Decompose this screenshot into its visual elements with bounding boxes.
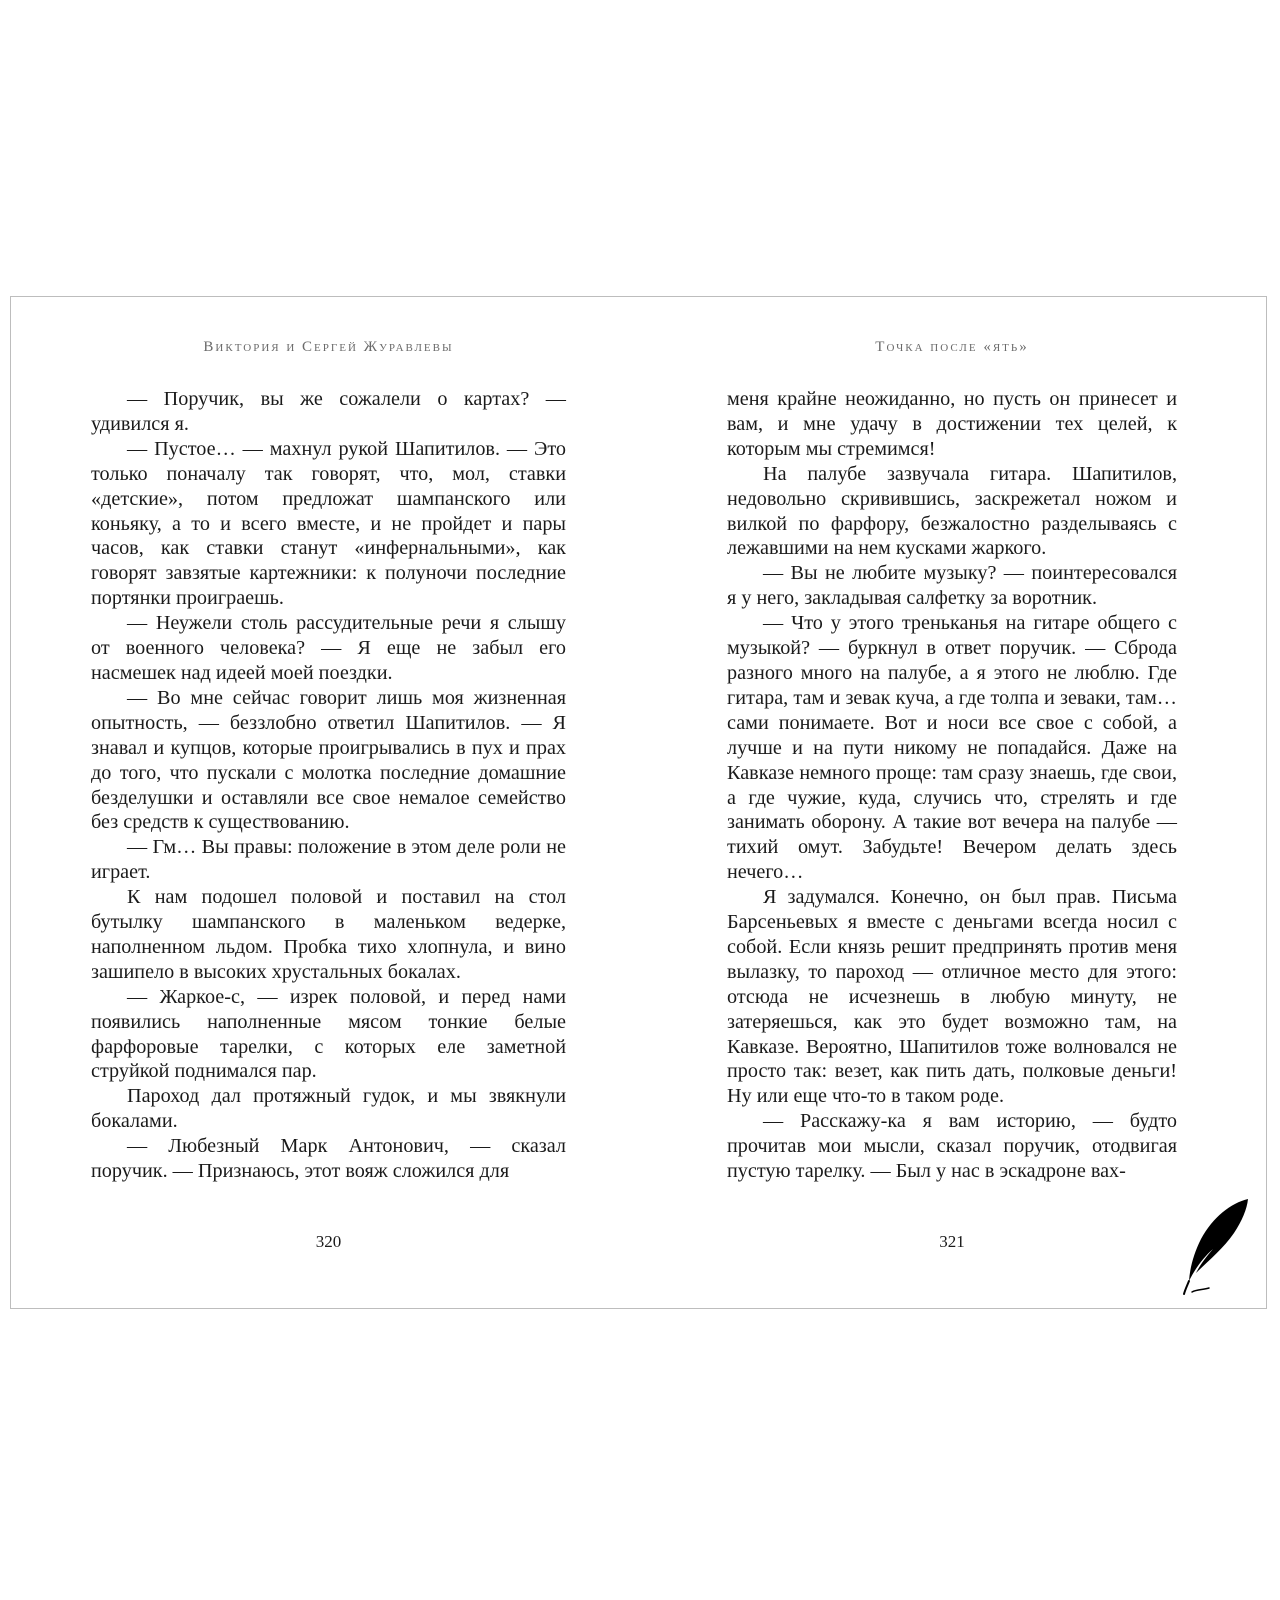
paragraph: — Пустое… — махнул рукой Шапитилов. — Это только поначалу так говорят, что, мол, ставки «детские», потом предложат шампанского или коньяку, а то и всего вместе, и не пройдет и пары часов, как ставки станут «инфернальными», как говорят завзятые картежники: к полуночи последние портянки проиграешь.	[91, 437, 566, 610]
paragraph: — Неужели столь рассудительные речи я слышу от военного человека? — Я еще не забыл его насмешек над идеей моей поездки.	[91, 612, 566, 684]
paragraph: Пароход дал протяжный гудок, и мы звякнули бокалами.	[91, 1085, 566, 1133]
running-head-left: Виктория и Сергей Журавлевы	[203, 339, 454, 355]
paragraph: — Гм… Вы правы: положение в этом деле роли не играет.	[91, 836, 566, 884]
book-spread	[10, 296, 1267, 1309]
paragraph: — Жаркое-с, — изрек половой, и перед нами появились наполненные мясом тонкие белые фарфоровые тарелки, с которых еле заметной струйкой поднимался пар.	[91, 985, 566, 1083]
right-page-text	[727, 387, 1177, 1184]
paragraph: — Поручик, вы же сожалели о картах? — удивился я.	[91, 388, 566, 435]
continued-paragraph: меня крайне неожиданно, но пусть он принесет и вам, и мне удачу в достижении тех целей, к которым мы стремимся!	[727, 388, 1177, 460]
paragraph: — Во мне сейчас говорит лишь моя жизненная опытность, — беззлобно ответил Шапитилов. — Я знавал и купцов, которые проигрывались в пух и прах до того, что пускали с молотка последние домашние безделушки и оставляли все свое немалое семейство без средств к существованию.	[91, 686, 566, 834]
paragraph: К нам подошел половой и поставил на стол бутылку шампанского в маленьком ведерке, наполненном льдом. Пробка тихо хлопнула, и вино зашипело в высоких хрустальных бокалах.	[91, 886, 566, 983]
left-page	[91, 297, 566, 1308]
paragraph: — Что у этого треньканья на гитаре общего с музыкой? — буркнул в ответ поручик. — Сброда разного много на палубе, а я этого не люблю. Где гитара, там и зевак куча, а где толпа и зеваки, там… сами понимаете. Вот и носи все свое с собой, а лучше и на пути никому не попадайся. Даже на Кавказе немного проще: там сразу знаешь, где свои, а где чужие, куда, случись что, стрелять и где занимать оборону. А такие вот вечера на палубе — тихий омут. Забудьте! Вечером делать здесь нечего…	[727, 612, 1177, 884]
left-page-text	[91, 387, 566, 1184]
page-number-left: 320	[315, 1232, 342, 1251]
paragraph: — Любезный Марк Антонович, — сказал поручик. — Признаюсь, этот вояж сложился для	[91, 1135, 566, 1183]
paragraph: — Вы не любите музыку? — поинтересовался я у него, закладывая салфетку за воротник.	[727, 562, 1177, 610]
quill-feather-icon	[1179, 1197, 1251, 1297]
paragraph: На палубе зазвучала гитара. Шапитилов, недовольно скривившись, заскрежетал ножом и вилкой по фарфору, безжалостно разделываясь с лежавшими на нем кусками жаркого.	[727, 462, 1177, 560]
paragraph: Я задумался. Конечно, он был прав. Письма Барсеньевых я вместе с деньгами всегда носил с собой. Если князь решит предпринять против меня вылазку, то пароход — отличное место для этого: отсюда не исчезнешь в любую минуту, не затеряешься, как это будет возможно там, на Кавказе. Вероятно, Шапитилов тоже волновался не просто так: везет, как пить дать, полковые деньги! Ну или еще что-то в таком роде.	[727, 886, 1177, 1108]
running-head-right: Точка после «ять»	[875, 339, 1029, 355]
right-page	[727, 297, 1177, 1308]
page-number-right: 321	[939, 1232, 965, 1251]
paragraph: — Расскажу-ка я вам историю, — будто прочитав мои мысли, сказал поручик, отодвигая пустую тарелку. — Был у нас в эскадроне вах-	[727, 1110, 1177, 1183]
